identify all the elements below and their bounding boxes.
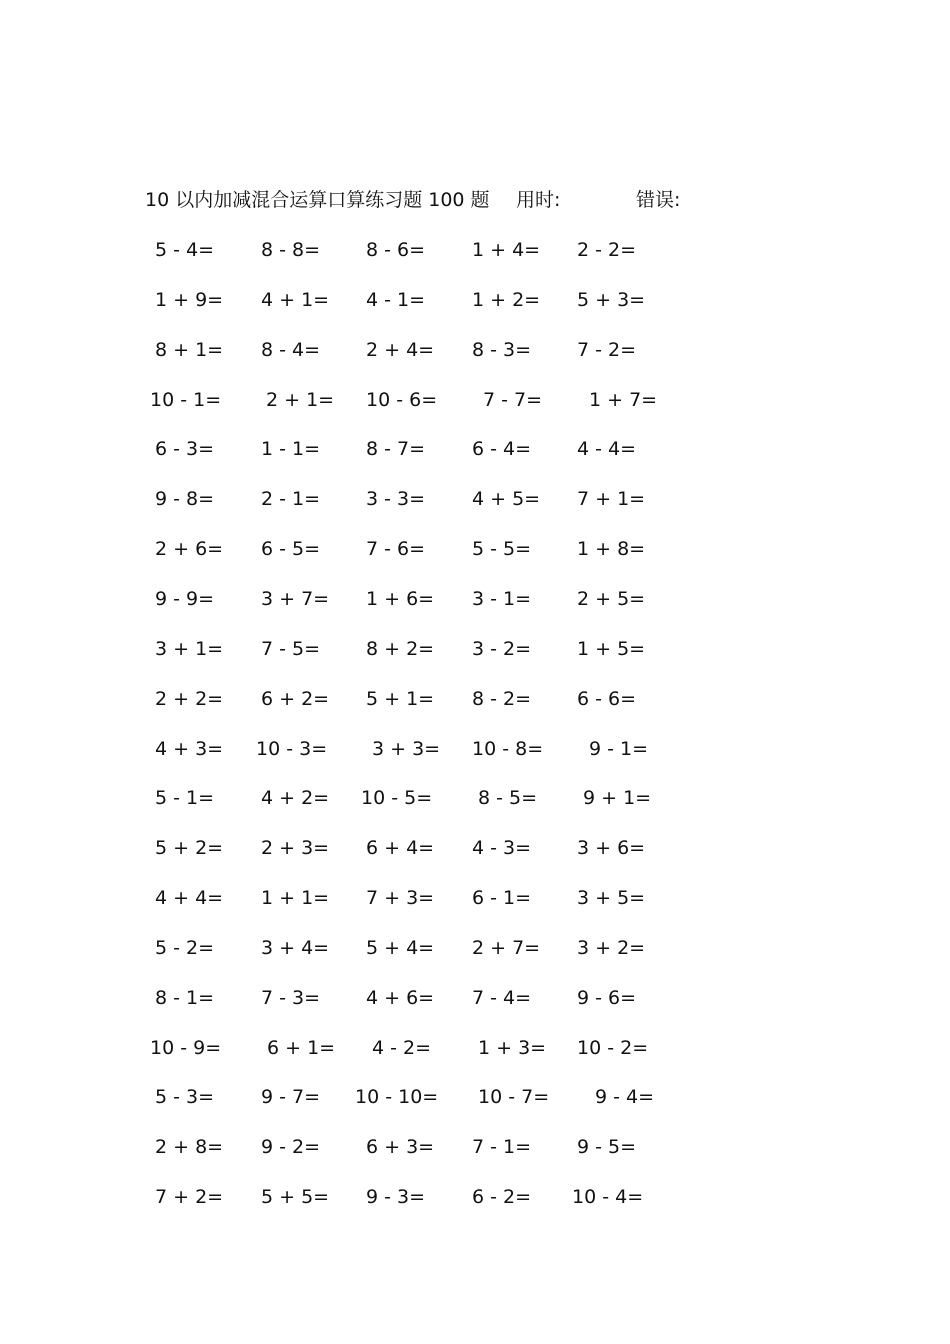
- problem-cell: 5 + 5=: [261, 1186, 330, 1208]
- problem-row: [0, 1132, 950, 1162]
- problem-cell: 10 - 4=: [572, 1186, 644, 1208]
- problem-cell: 8 - 4=: [261, 339, 321, 361]
- problem-cell: 4 + 1=: [261, 289, 330, 311]
- problem-cell: 10 - 8=: [472, 738, 544, 760]
- problem-cell: 9 - 9=: [155, 588, 215, 610]
- problem-cell: 10 - 7=: [478, 1086, 550, 1108]
- problem-cell: 5 - 2=: [155, 937, 215, 959]
- problem-row: [0, 684, 950, 714]
- problem-cell: 1 + 1=: [261, 887, 330, 909]
- problem-cell: 9 - 8=: [155, 488, 215, 510]
- problem-cell: 1 + 2=: [472, 289, 541, 311]
- problem-cell: 1 + 9=: [155, 289, 224, 311]
- problem-cell: 2 + 1=: [266, 389, 335, 411]
- problem-cell: 8 - 5=: [478, 787, 538, 809]
- problem-cell: 4 - 2=: [372, 1037, 432, 1059]
- problem-row: [0, 1182, 950, 1212]
- time-label: 用时:: [516, 189, 561, 211]
- problem-cell: 8 - 6=: [366, 239, 426, 261]
- problem-cell: 10 - 1=: [150, 389, 222, 411]
- problem-row: [0, 285, 950, 315]
- problem-cell: 7 - 2=: [577, 339, 637, 361]
- problem-cell: 6 - 1=: [472, 887, 532, 909]
- problem-cell: 7 - 5=: [261, 638, 321, 660]
- problem-cell: 6 - 4=: [472, 438, 532, 460]
- problem-row: [0, 235, 950, 265]
- problem-cell: 7 + 1=: [577, 488, 646, 510]
- problem-row: [0, 484, 950, 514]
- problem-cell: 6 + 4=: [366, 837, 435, 859]
- problem-cell: 9 - 7=: [261, 1086, 321, 1108]
- problem-cell: 3 + 6=: [577, 837, 646, 859]
- problem-row: [0, 883, 950, 913]
- problem-cell: 8 + 1=: [155, 339, 224, 361]
- problem-cell: 4 + 4=: [155, 887, 224, 909]
- problem-row: [0, 833, 950, 863]
- problem-cell: 9 - 5=: [577, 1136, 637, 1158]
- problem-cell: 6 + 3=: [366, 1136, 435, 1158]
- problem-cell: 3 + 1=: [155, 638, 224, 660]
- problem-cell: 5 + 4=: [366, 937, 435, 959]
- problem-cell: 10 - 10=: [355, 1086, 439, 1108]
- problem-row: [0, 385, 950, 415]
- problem-cell: 2 + 3=: [261, 837, 330, 859]
- problem-cell: 8 - 8=: [261, 239, 321, 261]
- worksheet-title: 10 以内加减混合运算口算练习题 100 题: [145, 189, 490, 211]
- problem-cell: 4 - 1=: [366, 289, 426, 311]
- problem-cell: 5 - 4=: [155, 239, 215, 261]
- problem-cell: 3 - 2=: [472, 638, 532, 660]
- problem-row: [0, 933, 950, 963]
- problem-cell: 3 + 4=: [261, 937, 330, 959]
- problem-cell: 6 - 3=: [155, 438, 215, 460]
- problem-cell: 9 - 6=: [577, 987, 637, 1009]
- problem-cell: 10 - 6=: [366, 389, 438, 411]
- problem-cell: 7 - 6=: [366, 538, 426, 560]
- problem-cell: 1 + 4=: [472, 239, 541, 261]
- problem-cell: 1 + 7=: [589, 389, 658, 411]
- problem-cell: 4 + 5=: [472, 488, 541, 510]
- problem-cell: 6 + 2=: [261, 688, 330, 710]
- problem-row: [0, 1082, 950, 1112]
- problem-cell: 6 - 6=: [577, 688, 637, 710]
- problem-cell: 10 - 9=: [150, 1037, 222, 1059]
- problem-cell: 7 - 7=: [483, 389, 543, 411]
- problem-cell: 2 + 2=: [155, 688, 224, 710]
- problem-cell: 4 - 4=: [577, 438, 637, 460]
- problem-cell: 3 + 2=: [577, 937, 646, 959]
- problem-cell: 2 + 4=: [366, 339, 435, 361]
- problem-row: [0, 983, 950, 1013]
- problem-cell: 6 - 5=: [261, 538, 321, 560]
- problem-row: [0, 584, 950, 614]
- problem-cell: 3 + 7=: [261, 588, 330, 610]
- problem-cell: 7 - 1=: [472, 1136, 532, 1158]
- problem-row: [0, 434, 950, 464]
- problem-cell: 2 - 2=: [577, 239, 637, 261]
- problem-cell: 9 - 4=: [595, 1086, 655, 1108]
- problem-cell: 2 - 1=: [261, 488, 321, 510]
- problem-cell: 1 + 8=: [577, 538, 646, 560]
- problem-cell: 8 - 2=: [472, 688, 532, 710]
- problem-cell: 5 - 5=: [472, 538, 532, 560]
- problem-cell: 2 + 7=: [472, 937, 541, 959]
- problem-cell: 9 - 2=: [261, 1136, 321, 1158]
- problem-cell: 3 - 3=: [366, 488, 426, 510]
- problem-cell: 9 - 3=: [366, 1186, 426, 1208]
- problem-cell: 4 - 3=: [472, 837, 532, 859]
- problem-cell: 1 + 6=: [366, 588, 435, 610]
- problem-cell: 2 + 8=: [155, 1136, 224, 1158]
- problem-cell: 2 + 6=: [155, 538, 224, 560]
- problem-cell: 4 + 6=: [366, 987, 435, 1009]
- problem-cell: 2 + 5=: [577, 588, 646, 610]
- problem-cell: 7 - 3=: [261, 987, 321, 1009]
- problem-cell: 9 - 1=: [589, 738, 649, 760]
- problem-row: [0, 534, 950, 564]
- problem-cell: 4 + 3=: [155, 738, 224, 760]
- problem-cell: 8 - 1=: [155, 987, 215, 1009]
- problem-cell: 8 + 2=: [366, 638, 435, 660]
- problem-cell: 4 + 2=: [261, 787, 330, 809]
- problem-cell: 3 + 3=: [372, 738, 441, 760]
- problem-cell: 8 - 3=: [472, 339, 532, 361]
- problem-cell: 1 + 5=: [577, 638, 646, 660]
- problem-cell: 10 - 2=: [577, 1037, 649, 1059]
- problem-cell: 10 - 5=: [361, 787, 433, 809]
- problem-cell: 7 + 3=: [366, 887, 435, 909]
- problem-cell: 1 + 3=: [478, 1037, 547, 1059]
- problem-cell: 5 + 3=: [577, 289, 646, 311]
- errors-label: 错误:: [636, 189, 681, 211]
- problem-cell: 8 - 7=: [366, 438, 426, 460]
- problem-row: [0, 634, 950, 664]
- problem-cell: 6 + 1=: [267, 1037, 336, 1059]
- problem-cell: 3 - 1=: [472, 588, 532, 610]
- problem-cell: 6 - 2=: [472, 1186, 532, 1208]
- problem-cell: 5 - 1=: [155, 787, 215, 809]
- problem-row: [0, 734, 950, 764]
- problem-cell: 5 + 2=: [155, 837, 224, 859]
- problem-cell: 5 - 3=: [155, 1086, 215, 1108]
- problem-cell: 9 + 1=: [583, 787, 652, 809]
- problem-row: [0, 335, 950, 365]
- problem-cell: 10 - 3=: [256, 738, 328, 760]
- problem-cell: 3 + 5=: [577, 887, 646, 909]
- problem-cell: 5 + 1=: [366, 688, 435, 710]
- problem-cell: 1 - 1=: [261, 438, 321, 460]
- problem-cell: 7 + 2=: [155, 1186, 224, 1208]
- problem-row: [0, 783, 950, 813]
- problem-row: [0, 1033, 950, 1063]
- problem-cell: 7 - 4=: [472, 987, 532, 1009]
